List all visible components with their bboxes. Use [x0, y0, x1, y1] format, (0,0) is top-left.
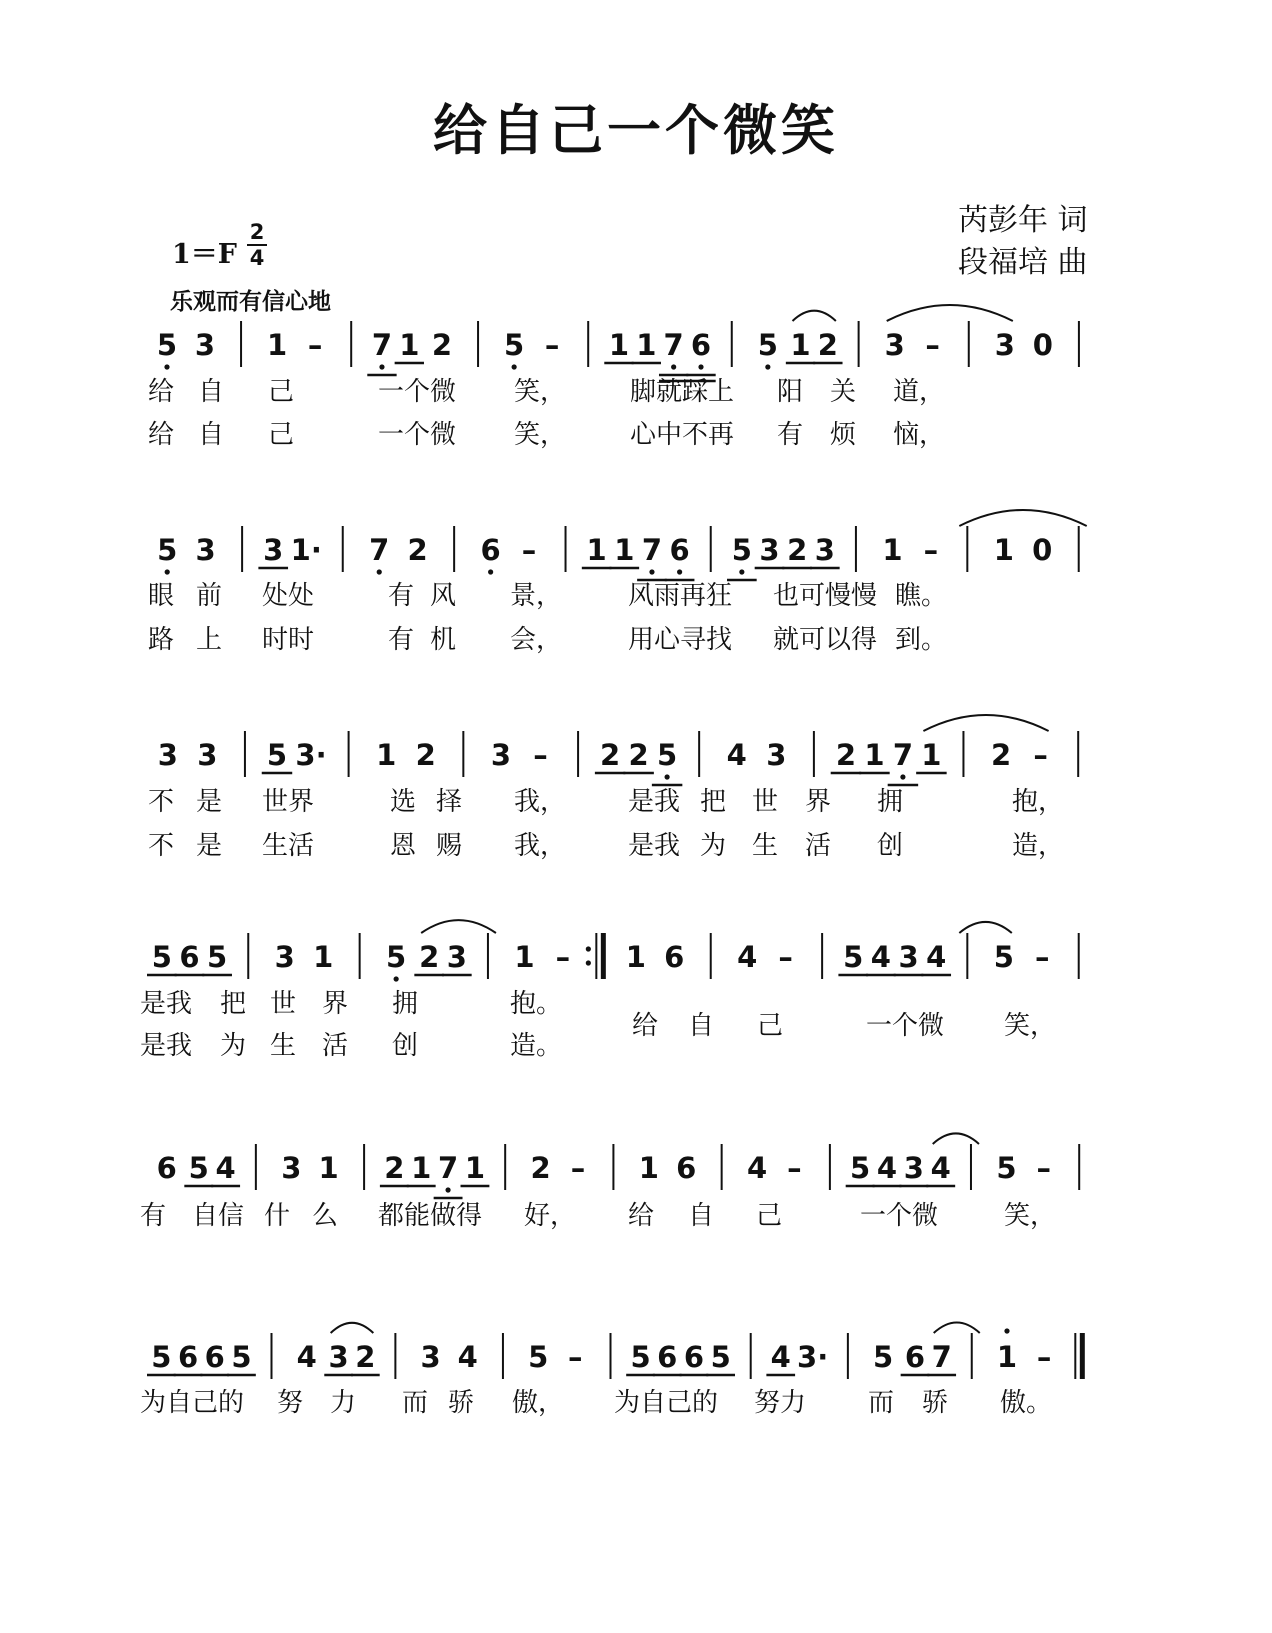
lyric-word: 拥	[392, 989, 419, 1019]
note: 5	[757, 328, 778, 362]
note: 4	[770, 1340, 791, 1374]
lyric-word: 有	[777, 420, 804, 450]
dash-note: –	[555, 940, 571, 974]
lyric-word: 用心寻找	[628, 625, 733, 655]
note: 3	[281, 1151, 302, 1185]
note: 2	[431, 328, 453, 362]
dash-note: –	[307, 328, 323, 362]
note: 5	[207, 940, 228, 974]
note: 1	[614, 533, 635, 567]
note: 5	[630, 1340, 651, 1374]
lyric-word: 恩	[390, 831, 417, 861]
note: 7	[641, 533, 663, 567]
octave-dot-low	[649, 569, 654, 574]
refrain-lyric-word: 己	[757, 1011, 784, 1041]
note: 2	[990, 738, 1012, 772]
octave-dot-low	[512, 364, 517, 369]
octave-dot-low	[765, 364, 770, 369]
lyric-word: 也可慢慢	[773, 581, 878, 611]
note: 5	[156, 328, 178, 362]
note: 1	[636, 328, 657, 362]
lyric-word: 生	[752, 831, 779, 861]
lyric-word: 而	[868, 1388, 895, 1418]
note: 5	[266, 738, 288, 772]
octave-dot-low	[379, 364, 384, 369]
lyric-word: 自	[198, 377, 225, 407]
note: 5	[151, 940, 172, 974]
lyric-word: 笑，	[514, 377, 567, 407]
note: 4	[747, 1151, 768, 1185]
slur	[959, 922, 1011, 933]
lyric-word: 抱。	[510, 989, 563, 1019]
lyric-word: 有	[140, 1201, 167, 1231]
lyric-word: 会，	[510, 625, 563, 655]
repeat-dot	[586, 946, 591, 951]
note: 5	[710, 1340, 731, 1374]
lyric-word: 一个微	[860, 1201, 939, 1231]
lyric-word: 生活	[262, 831, 315, 861]
lyric-word: 脚就踩上	[630, 377, 735, 407]
lyric-word: 自	[688, 1201, 715, 1231]
tempo-marking: 乐观而有信心地	[170, 289, 331, 315]
lyric-word: 是我	[140, 989, 193, 1019]
note: 3	[195, 533, 216, 567]
note: 3·	[797, 1340, 829, 1374]
note: 3	[994, 328, 1015, 362]
note: 5	[873, 1340, 894, 1374]
octave-dot-low	[377, 569, 382, 574]
lyric-word: 给	[148, 420, 175, 450]
note: 5	[843, 940, 864, 974]
lyric-word: 拥	[877, 787, 904, 817]
note: 3	[194, 328, 216, 362]
note: 3·	[295, 738, 327, 772]
note: 1	[586, 533, 607, 567]
note: 2	[817, 328, 838, 362]
note: 7	[369, 533, 390, 567]
slur	[887, 305, 1013, 321]
dash-note: –	[1033, 738, 1048, 772]
note: 4	[870, 940, 891, 974]
lyric-word: 自信	[192, 1201, 245, 1231]
key-signature: 1＝F	[172, 239, 237, 270]
lyric-word: 抱，	[1012, 787, 1065, 817]
lyric-word: 造。	[510, 1031, 563, 1061]
note: 1	[882, 533, 903, 567]
note: 3	[898, 940, 919, 974]
note: 2	[415, 738, 436, 772]
dash-note: –	[544, 328, 560, 362]
note: 3	[446, 940, 467, 974]
note: 5	[386, 940, 407, 974]
lyric-word: 世	[270, 989, 297, 1019]
lyric-word: 己	[268, 377, 295, 407]
note: 2	[787, 533, 808, 567]
octave-dot-low	[671, 364, 676, 369]
note: 4	[215, 1151, 236, 1185]
note: 6	[204, 1340, 225, 1374]
note: 2	[628, 738, 649, 772]
lyric-word: 一个微	[378, 420, 457, 450]
lyric-word: 不	[148, 787, 175, 817]
dash-note: –	[923, 533, 939, 567]
note: 6	[179, 940, 200, 974]
lyric-word: 给	[628, 1201, 655, 1231]
note: 1	[267, 328, 288, 362]
lyric-word: 给	[148, 377, 175, 407]
lyric-word: 择	[436, 787, 463, 817]
note: 3	[903, 1151, 924, 1185]
note: 7	[892, 738, 914, 772]
note: 6	[657, 1340, 678, 1374]
lyric-word: 处处	[262, 581, 315, 611]
note: 5	[231, 1340, 252, 1374]
note: 4	[457, 1340, 478, 1374]
lyric-word: 都能做得	[378, 1201, 483, 1231]
lyric-word: 阳	[777, 377, 804, 407]
note: 6	[664, 940, 685, 974]
lyric-word: 有	[388, 581, 415, 611]
note: 3	[766, 738, 787, 772]
note: 3	[197, 738, 218, 772]
octave-dot-low	[698, 364, 703, 369]
dash-note: –	[1036, 1151, 1051, 1185]
lyric-word: 为自己的	[140, 1388, 245, 1418]
octave-dot-low	[445, 1187, 450, 1192]
note: 5	[993, 940, 1014, 974]
lyric-word: 机	[430, 625, 457, 655]
lyricist-credit: 芮彭年 词	[958, 203, 1088, 238]
octave-dot-low	[488, 569, 493, 574]
note: 1	[313, 940, 334, 974]
note: 6	[669, 533, 690, 567]
lyric-word: 时时	[262, 625, 315, 655]
dash-note: –	[521, 533, 537, 567]
lyric-word: 为自己的	[614, 1388, 719, 1418]
refrain-lyric-word: 自	[688, 1011, 715, 1041]
lyric-word: 而	[402, 1388, 429, 1418]
lyric-word: 是我	[628, 831, 681, 861]
slur	[421, 920, 496, 933]
slur	[923, 715, 1048, 731]
dash-note: –	[570, 1151, 586, 1185]
note: 3	[814, 533, 835, 567]
refrain-lyric-word: 给	[632, 1011, 659, 1041]
note: 1	[625, 940, 646, 974]
lyric-word: 道，	[893, 377, 946, 407]
lyric-word: 烦	[830, 420, 857, 450]
lyric-word: 赐	[436, 831, 463, 861]
lyric-word: 路	[148, 625, 175, 655]
lyric-word: 么	[312, 1201, 339, 1231]
note: 2	[384, 1151, 405, 1185]
octave-dot-low	[900, 774, 905, 779]
note: 4	[726, 738, 747, 772]
lyric-word: 到。	[895, 625, 948, 655]
dash-note: –	[533, 738, 548, 772]
note: 4	[926, 940, 947, 974]
lyric-word: 风雨再狂	[628, 581, 733, 611]
lyric-word: 笑，	[1004, 1201, 1057, 1231]
note: 0	[1032, 328, 1053, 362]
lyric-word: 是我	[628, 787, 681, 817]
note: 2	[407, 533, 428, 567]
note: 5	[657, 738, 678, 772]
note: 4	[296, 1340, 317, 1374]
lyric-word: 前	[196, 581, 223, 611]
dash-note: –	[1034, 940, 1050, 974]
lyric-word: 恼，	[893, 420, 946, 450]
note: 4	[737, 940, 758, 974]
note: 1	[411, 1151, 432, 1185]
refrain-lyric-word: 一个微	[866, 1011, 945, 1041]
note: 3	[884, 328, 905, 362]
lyric-word: 为	[220, 1031, 247, 1061]
note: 3	[157, 738, 178, 772]
lyric-word: 瞧。	[895, 581, 948, 611]
lyric-word: 就可以得	[773, 625, 878, 655]
octave-dot-low	[394, 976, 399, 981]
slur	[933, 1133, 979, 1144]
lyric-word: 己	[268, 420, 295, 450]
note: 2	[355, 1340, 376, 1374]
note: 3	[328, 1340, 349, 1374]
note: 3	[263, 533, 284, 567]
lyric-word: 活	[322, 1031, 349, 1061]
note: 1	[864, 738, 885, 772]
note: 6	[690, 328, 712, 362]
lyric-word: 选	[390, 787, 417, 817]
repeat-dot	[586, 960, 591, 965]
lyric-word: 世	[752, 787, 779, 817]
slur	[959, 510, 1086, 526]
lyric-word: 骄	[448, 1388, 475, 1418]
lyric-word: 我，	[514, 787, 567, 817]
note: 6	[904, 1340, 926, 1374]
note: 1	[514, 940, 535, 974]
note: 6	[683, 1340, 705, 1374]
time-numerator: 2	[249, 220, 265, 244]
composer-credit: 段福培 曲	[958, 245, 1088, 280]
lyric-word: 界	[322, 989, 349, 1019]
note: 6	[480, 533, 501, 567]
dash-note: –	[568, 1340, 583, 1374]
lyric-word: 景，	[510, 581, 563, 611]
lyric-word: 傲。	[1000, 1388, 1053, 1418]
lyric-word: 世界	[262, 787, 315, 817]
note: 1	[464, 1151, 486, 1185]
note: 1	[638, 1151, 659, 1185]
octave-dot-low	[165, 569, 170, 574]
note: 1	[921, 738, 942, 772]
lyric-word: 有	[388, 625, 415, 655]
lyric-word: 自	[198, 420, 225, 450]
slur	[331, 1323, 374, 1333]
note: 4	[876, 1151, 898, 1185]
note: 2	[600, 738, 621, 772]
lyric-word: 是我	[140, 1031, 193, 1061]
dash-note: –	[1036, 1340, 1052, 1374]
note: 1	[399, 328, 420, 362]
note: 5	[528, 1340, 549, 1374]
dash-note: –	[787, 1151, 802, 1185]
lyric-word: 什	[264, 1201, 291, 1231]
note: 4	[930, 1151, 951, 1185]
lyric-word: 为	[700, 831, 727, 861]
lyric-word: 创	[877, 831, 904, 861]
lyric-word: 心中不再	[630, 420, 735, 450]
note: 5	[151, 1340, 172, 1374]
note: 1	[608, 328, 630, 362]
note: 3	[274, 940, 295, 974]
octave-dot-low	[739, 569, 744, 574]
note: 5	[996, 1151, 1017, 1185]
note: 5	[850, 1151, 871, 1185]
time-denominator: 4	[249, 246, 265, 270]
octave-dot-low	[164, 364, 169, 369]
note: 1·	[290, 533, 322, 567]
note: 1	[790, 328, 811, 362]
lyric-word: 骄	[922, 1388, 949, 1418]
lyric-word: 力	[330, 1388, 357, 1418]
lyric-word: 眼	[148, 581, 175, 611]
note: 2	[835, 738, 857, 772]
lyric-word: 把	[700, 787, 727, 817]
lyric-word: 活	[805, 831, 832, 861]
lyric-word: 把	[220, 989, 247, 1019]
note: 6	[676, 1151, 697, 1185]
lyric-word: 笑，	[514, 420, 567, 450]
slur	[934, 1322, 980, 1333]
note: 3	[420, 1340, 441, 1374]
octave-dot-low	[677, 569, 682, 574]
lyric-word: 上	[196, 625, 223, 655]
lyric-word: 我，	[514, 831, 567, 861]
note: 1	[996, 1340, 1018, 1374]
note: 5	[188, 1151, 209, 1185]
dash-note: –	[778, 940, 793, 974]
lyric-word: 创	[392, 1031, 419, 1061]
note: 1	[376, 738, 397, 772]
octave-dot-high	[1004, 1328, 1009, 1333]
lyric-word: 风	[430, 581, 457, 611]
note: 5	[731, 533, 752, 567]
octave-dot-low	[665, 774, 670, 779]
note: 5	[157, 533, 178, 567]
lyric-word: 傲，	[512, 1388, 565, 1418]
lyric-word: 生	[270, 1031, 297, 1061]
lyric-word: 好，	[524, 1201, 577, 1231]
note: 7	[931, 1340, 952, 1374]
lyric-word: 造，	[1012, 831, 1065, 861]
slur	[793, 311, 836, 321]
lyric-word: 关	[830, 377, 857, 407]
note: 7	[663, 328, 684, 362]
lyric-word: 界	[805, 787, 832, 817]
note: 1	[318, 1151, 339, 1185]
song-title: 给自己一个微笑	[433, 98, 839, 162]
note: 5	[504, 328, 525, 362]
note: 7	[371, 328, 393, 362]
lyric-word: 努力	[754, 1388, 807, 1418]
note: 6	[156, 1151, 177, 1185]
note: 2	[419, 940, 440, 974]
note: 6	[177, 1340, 199, 1374]
note: 3	[490, 738, 512, 772]
lyric-word: 一个微	[378, 377, 457, 407]
dash-note: –	[925, 328, 940, 362]
note: 3	[759, 533, 780, 567]
lyric-word: 努	[277, 1388, 304, 1418]
refrain-lyric-word: 笑，	[1004, 1011, 1057, 1041]
note: 7	[437, 1151, 459, 1185]
lyric-word: 是	[196, 831, 223, 861]
note: 2	[530, 1151, 551, 1185]
lyric-word: 是	[196, 787, 223, 817]
note: 1	[993, 533, 1014, 567]
lyric-word: 不	[148, 831, 175, 861]
note: 0	[1032, 533, 1053, 567]
lyric-word: 己	[756, 1201, 783, 1231]
